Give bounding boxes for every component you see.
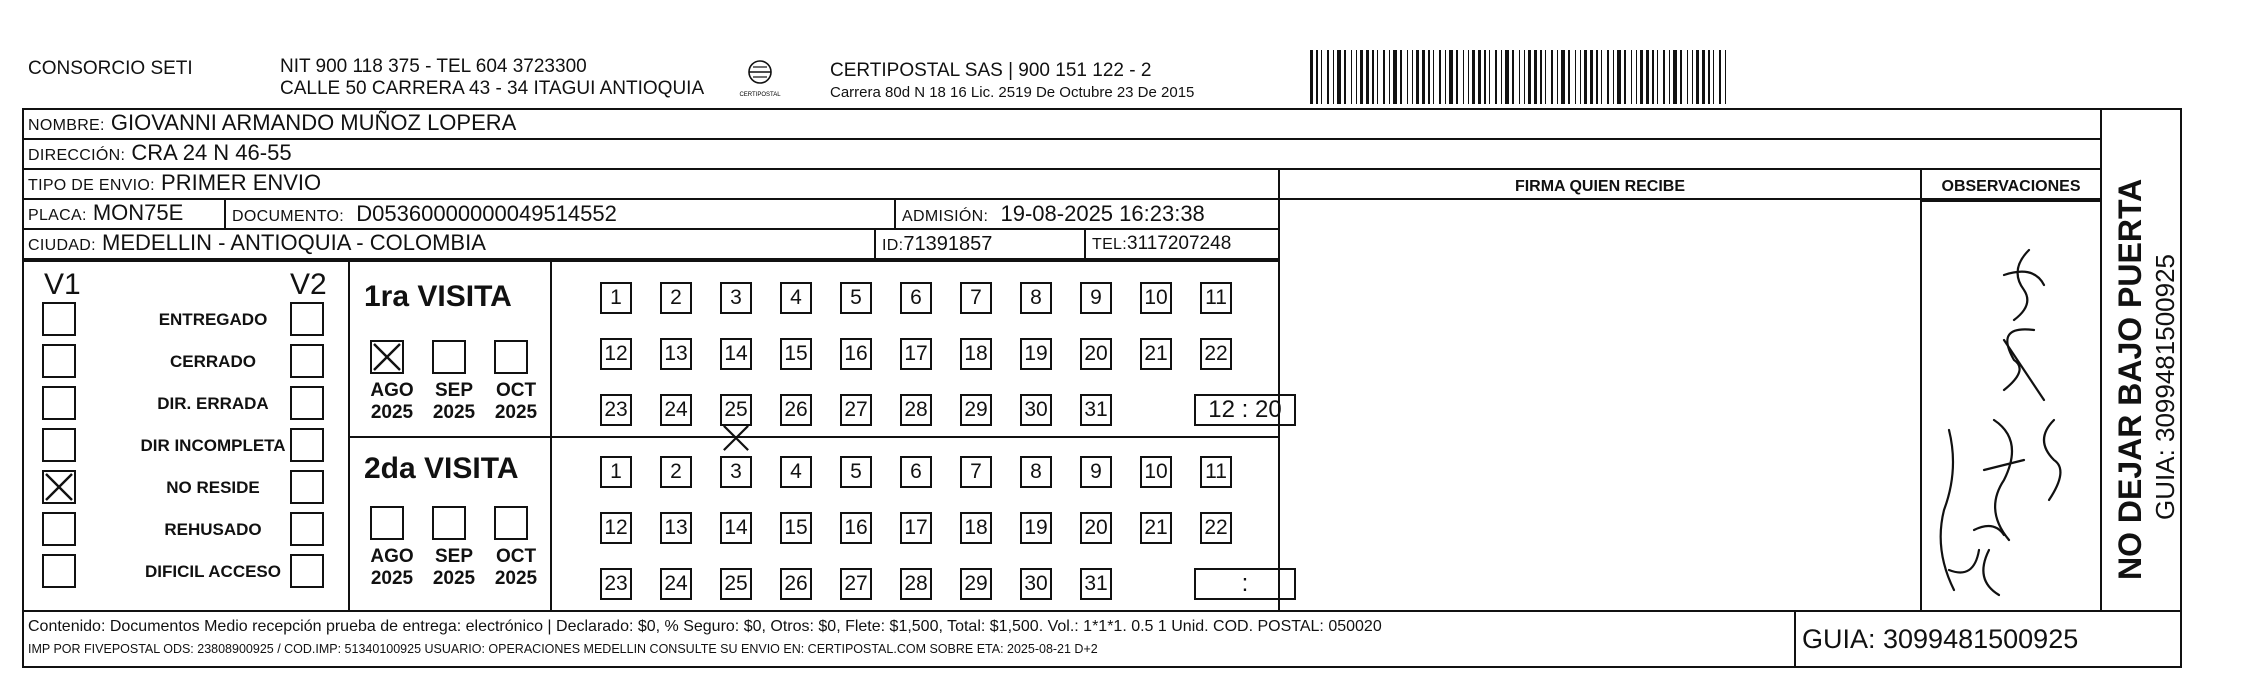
month-label <box>488 546 544 590</box>
month-name: SEP <box>434 546 474 567</box>
day-box[interactable] <box>1020 282 1052 314</box>
day-number: 17 <box>904 516 928 539</box>
day-number: 21 <box>1144 516 1168 539</box>
direccion-value: CRA 24 N 46-55 <box>131 140 292 165</box>
day-box[interactable] <box>900 282 932 314</box>
day-number: 11 <box>1205 460 1227 483</box>
admision-value: 19-08-2025 16:23:38 <box>1000 201 1205 226</box>
id-label: ID: <box>882 237 904 254</box>
month-year: 2025 <box>432 402 476 423</box>
v2-label: V2 <box>290 268 327 301</box>
tipo-label: TIPO DE ENVIO: <box>28 177 155 194</box>
day-box[interactable] <box>840 394 872 426</box>
day-number: 23 <box>604 398 628 421</box>
day-number: 6 <box>910 286 922 309</box>
documento-value: D05360000000049514552 <box>356 201 617 226</box>
month-checkbox[interactable] <box>370 506 404 540</box>
day-number: 5 <box>850 460 862 483</box>
tel-cell <box>1084 230 1231 260</box>
day-number: 10 <box>1144 286 1168 309</box>
day-box[interactable] <box>720 338 752 370</box>
month-year: 2025 <box>370 568 414 589</box>
day-box[interactable] <box>1200 512 1232 544</box>
documento-cell <box>224 200 617 230</box>
day-box[interactable] <box>1200 338 1232 370</box>
day-box[interactable] <box>1020 338 1052 370</box>
shipping-label-form <box>22 108 2182 668</box>
day-box[interactable] <box>900 394 932 426</box>
day-number: 8 <box>1030 460 1042 483</box>
day-number: 26 <box>784 572 808 595</box>
day-number: 31 <box>1084 572 1108 595</box>
v1-checkbox[interactable] <box>42 386 76 420</box>
direccion-row <box>24 140 2100 170</box>
day-box[interactable] <box>1140 456 1172 488</box>
day-box[interactable] <box>780 394 812 426</box>
day-box[interactable] <box>960 568 992 600</box>
day-number: 22 <box>1204 342 1228 365</box>
day-number: 19 <box>1024 342 1048 365</box>
day-box[interactable] <box>840 282 872 314</box>
direccion-label: DIRECCIÓN: <box>28 147 126 164</box>
day-number: 27 <box>844 572 868 595</box>
day-number: 7 <box>970 286 982 309</box>
v1-label: V1 <box>44 268 81 301</box>
admision-label: ADMISIÓN: <box>902 208 989 225</box>
tipo-value: PRIMER ENVIO <box>161 170 322 195</box>
day-number: 4 <box>790 460 802 483</box>
day-box[interactable] <box>660 282 692 314</box>
v1-checkbox[interactable] <box>42 512 76 546</box>
certipostal-address: Carrera 80d N 18 16 Lic. 2519 De Octubre 23 De 2015 <box>830 84 1195 101</box>
day-number: 6 <box>910 460 922 483</box>
day-number: 26 <box>784 398 808 421</box>
admision-cell <box>894 200 1205 230</box>
v1-checkbox[interactable] <box>42 344 76 378</box>
month-year: 2025 <box>370 402 414 423</box>
day-box[interactable] <box>660 456 692 488</box>
day-number: 28 <box>904 572 928 595</box>
obs-divider <box>1920 170 1922 610</box>
right-divider <box>2100 110 2102 610</box>
day-number: 29 <box>964 572 988 595</box>
month-name: SEP <box>434 380 474 401</box>
day-number: 30 <box>1024 572 1048 595</box>
day-box[interactable] <box>840 338 872 370</box>
day-number: 14 <box>724 342 748 365</box>
nombre-row <box>24 110 2100 140</box>
day-box[interactable] <box>1080 512 1112 544</box>
day-box[interactable] <box>900 456 932 488</box>
day-number: 30 <box>1024 398 1048 421</box>
day-number: 9 <box>1090 460 1102 483</box>
month-label <box>364 380 420 424</box>
day-box[interactable] <box>1140 512 1172 544</box>
month-checkbox[interactable] <box>370 340 404 374</box>
id-cell <box>874 230 992 260</box>
svg-text:CERTIPOSTAL: CERTIPOSTAL <box>739 92 781 98</box>
day-box[interactable] <box>600 568 632 600</box>
month-year: 2025 <box>432 568 476 589</box>
documento-label: DOCUMENTO: <box>232 208 345 225</box>
day-box[interactable] <box>780 282 812 314</box>
month-year: 2025 <box>494 402 538 423</box>
day-box[interactable] <box>720 456 752 488</box>
certipostal-line: CERTIPOSTAL SAS | 900 151 122 - 2 <box>830 60 1152 81</box>
certipostal-logo-icon <box>738 56 782 102</box>
day-number: 20 <box>1084 342 1108 365</box>
day-number: 17 <box>904 342 928 365</box>
day-number: 15 <box>784 516 808 539</box>
day-box[interactable] <box>840 568 872 600</box>
nombre-label: NOMBRE: <box>28 117 105 134</box>
day-box[interactable] <box>1200 282 1232 314</box>
day-number: 25 <box>724 398 748 421</box>
month-checkbox[interactable] <box>494 340 528 374</box>
day-number: 3 <box>730 460 742 483</box>
day-box[interactable] <box>600 456 632 488</box>
id-value: 71391857 <box>903 233 993 255</box>
day-number: 11 <box>1205 286 1227 309</box>
placa-value: MON75E <box>92 200 184 225</box>
day-number: 13 <box>664 342 688 365</box>
day-box[interactable] <box>720 394 752 426</box>
month-name: AGO <box>370 546 414 567</box>
day-box[interactable] <box>1020 456 1052 488</box>
day-box[interactable] <box>1020 394 1052 426</box>
day-number: 24 <box>664 572 688 595</box>
day-box[interactable] <box>840 512 872 544</box>
footer-guia-divider <box>1794 610 1796 668</box>
day-box[interactable] <box>1020 568 1052 600</box>
day-number: 2 <box>670 460 682 483</box>
day-number: 7 <box>970 460 982 483</box>
day-box[interactable] <box>1140 338 1172 370</box>
day-box[interactable] <box>960 282 992 314</box>
v1-checkbox[interactable] <box>42 428 76 462</box>
day-box[interactable] <box>900 512 932 544</box>
day-number: 19 <box>1024 516 1048 539</box>
ciudad-value: MEDELLIN - ANTIOQUIA - COLOMBIA <box>102 230 486 255</box>
day-box[interactable] <box>720 512 752 544</box>
visit2-title: 2da VISITA <box>364 452 519 485</box>
address-line: CALLE 50 CARRERA 43 - 34 ITAGUI ANTIOQUIA <box>280 78 705 99</box>
day-box[interactable] <box>720 282 752 314</box>
day-box[interactable] <box>600 394 632 426</box>
day-box[interactable] <box>660 568 692 600</box>
handwritten-observation <box>1934 230 2084 605</box>
tel-value: 3117207248 <box>1127 233 1232 254</box>
day-number: 16 <box>844 342 868 365</box>
day-box[interactable] <box>660 512 692 544</box>
firma-header: FIRMA QUIEN RECIBE <box>1514 178 1686 195</box>
day-box[interactable] <box>780 568 812 600</box>
day-number: 20 <box>1084 516 1108 539</box>
day-number: 8 <box>1030 286 1042 309</box>
day-box[interactable] <box>900 338 932 370</box>
day-number: 4 <box>790 286 802 309</box>
day-number: 15 <box>784 342 808 365</box>
day-box[interactable] <box>1020 512 1052 544</box>
month-label <box>426 546 482 590</box>
day-box[interactable] <box>600 512 632 544</box>
v2-checkbox[interactable] <box>290 512 324 546</box>
day-box[interactable] <box>960 338 992 370</box>
day-box[interactable] <box>900 568 932 600</box>
barcode <box>1310 50 1730 104</box>
day-box[interactable] <box>780 456 812 488</box>
month-name: AGO <box>370 380 414 401</box>
day-number: 14 <box>724 516 748 539</box>
day-mark-icon <box>722 434 750 457</box>
status-option-label: NO RESIDE <box>166 478 260 497</box>
day-number: 16 <box>844 516 868 539</box>
side-warning: NO DEJAR BAJO PUERTA <box>2112 178 2148 580</box>
observaciones-header: OBSERVACIONES <box>1941 178 2081 195</box>
month-checkbox[interactable] <box>432 340 466 374</box>
month-name: OCT <box>495 546 537 567</box>
day-box[interactable] <box>660 394 692 426</box>
day-number: 10 <box>1144 460 1168 483</box>
nit-line: NIT 900 118 375 - TEL 604 3723300 <box>280 56 587 77</box>
month-label <box>488 380 544 424</box>
v2-checkbox[interactable] <box>290 470 324 504</box>
status-divider <box>348 260 350 610</box>
v1-checkbox[interactable] <box>42 302 76 336</box>
footer-line <box>24 610 2180 612</box>
day-number: 21 <box>1144 342 1168 365</box>
day-number: 1 <box>610 286 622 309</box>
time-box[interactable]: 12 : 20 <box>1194 394 1296 426</box>
status-option-label: DIR. ERRADA <box>157 394 269 413</box>
status-option-label: DIR INCOMPLETA <box>140 436 286 455</box>
day-number: 2 <box>670 286 682 309</box>
day-box[interactable] <box>660 338 692 370</box>
day-number: 5 <box>850 286 862 309</box>
day-box[interactable] <box>1200 456 1232 488</box>
day-number: 1 <box>610 460 622 483</box>
day-box[interactable] <box>600 338 632 370</box>
day-number: 25 <box>724 572 748 595</box>
day-number: 18 <box>964 516 988 539</box>
day-box[interactable] <box>960 456 992 488</box>
tel-label: TEL: <box>1092 236 1127 253</box>
day-number: 3 <box>730 286 742 309</box>
month-checkbox[interactable] <box>432 506 466 540</box>
footer-content: Contenido: Documentos Medio recepción prueba de entrega: electrónico | Declarado: $0, % Seguro: $0, Otros: $0, Flete: $1,500, Total: $1,500. Vol.: 1*1*1. 0.5 1 Unid. COD. POSTAL: 050020 <box>28 618 1382 635</box>
company-name: CONSORCIO SETI <box>28 58 193 79</box>
visit-separator <box>348 436 1278 438</box>
month-year: 2025 <box>494 568 538 589</box>
status-option-label: ENTREGADO <box>158 310 268 329</box>
obs-header-line <box>1920 200 2100 202</box>
footer-imp: IMP POR FIVEPOSTAL ODS: 23808900925 / COD.IMP: 51340100925 USUARIO: OPERACIONES MEDELLIN CONSULTE SU ENVIO EN: CERTIPOSTAL.COM SOBRE ETA: 2025-08-21 D+2 <box>28 642 1098 656</box>
status-option-label: REHUSADO <box>164 520 262 539</box>
status-top-line <box>24 260 1278 262</box>
v2-checkbox[interactable] <box>290 428 324 462</box>
day-box[interactable] <box>1140 282 1172 314</box>
day-number: 23 <box>604 572 628 595</box>
day-box[interactable] <box>780 338 812 370</box>
ciudad-label: CIUDAD: <box>28 237 96 254</box>
day-box[interactable] <box>1080 568 1112 600</box>
day-number: 24 <box>664 398 688 421</box>
v2-checkbox[interactable] <box>290 554 324 588</box>
day-box[interactable] <box>780 512 812 544</box>
day-box[interactable] <box>1080 456 1112 488</box>
nombre-value: GIOVANNI ARMANDO MUÑOZ LOPERA <box>110 110 517 135</box>
day-number: 18 <box>964 342 988 365</box>
visit1-title: 1ra VISITA <box>364 280 512 313</box>
day-box[interactable] <box>840 456 872 488</box>
placa-label: PLACA: <box>28 207 87 224</box>
day-number: 22 <box>1204 516 1228 539</box>
side-guia: GUIA: 3099481500925 <box>2150 254 2180 520</box>
day-number: 31 <box>1084 398 1108 421</box>
day-number: 27 <box>844 398 868 421</box>
footer-guia: GUIA: 3099481500925 <box>1802 624 2079 654</box>
day-number: 12 <box>604 342 628 365</box>
v1-checkbox[interactable] <box>42 554 76 588</box>
month-label <box>426 380 482 424</box>
v2-checkbox[interactable] <box>290 386 324 420</box>
day-box[interactable] <box>720 568 752 600</box>
visits-divider <box>550 260 552 610</box>
day-box[interactable] <box>960 394 992 426</box>
v2-checkbox[interactable] <box>290 344 324 378</box>
time-box[interactable]: : <box>1194 568 1296 600</box>
day-box[interactable] <box>960 512 992 544</box>
month-name: OCT <box>495 380 537 401</box>
day-box[interactable] <box>1080 394 1112 426</box>
day-box[interactable] <box>1080 338 1112 370</box>
day-number: 13 <box>664 516 688 539</box>
day-number: 29 <box>964 398 988 421</box>
day-number: 9 <box>1090 286 1102 309</box>
month-checkbox[interactable] <box>494 506 528 540</box>
status-option-label: DIFICIL ACCESO <box>144 562 281 581</box>
day-number: 12 <box>604 516 628 539</box>
month-label <box>364 546 420 590</box>
v1-checkbox[interactable] <box>42 470 76 504</box>
day-box[interactable] <box>1080 282 1112 314</box>
v2-checkbox[interactable] <box>290 302 324 336</box>
firma-divider <box>1278 170 1280 610</box>
status-option-label: CERRADO <box>170 352 256 371</box>
day-box[interactable] <box>600 282 632 314</box>
day-number: 28 <box>904 398 928 421</box>
